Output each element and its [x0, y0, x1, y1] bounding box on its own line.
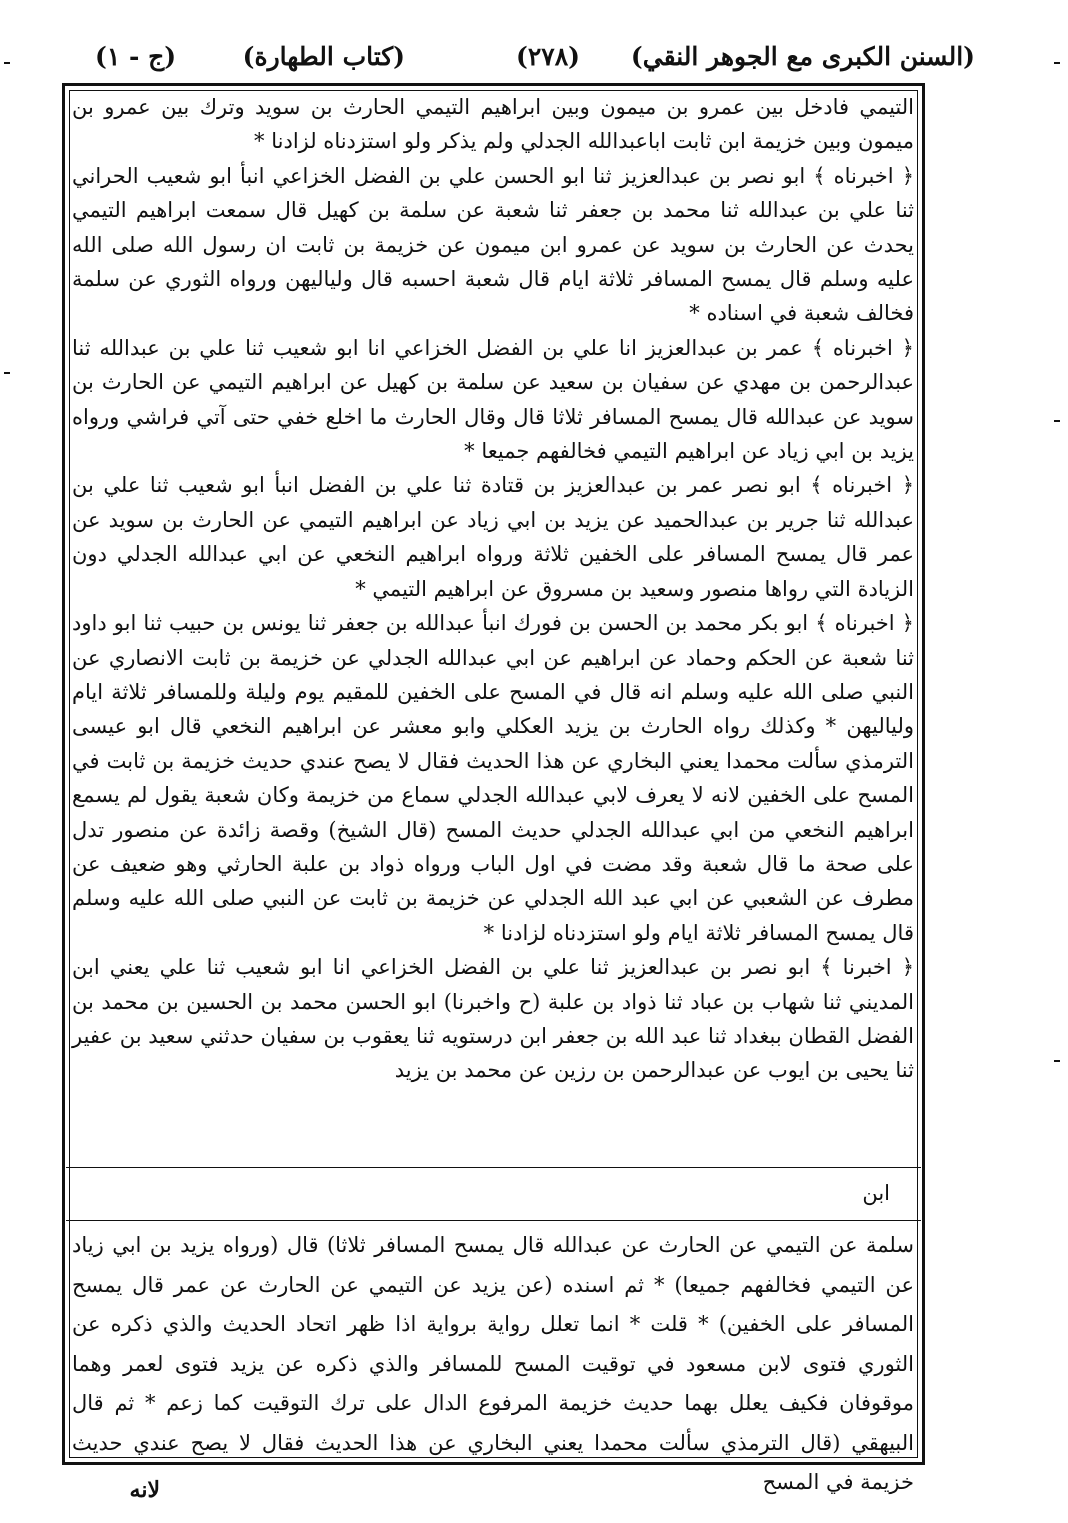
- main-paragraph: ﴿ اخبرنا ﴾ ابو نصر بن عبدالعزيز ثنا علي بن الفضل الخزاعي انا ابو شعيب ثنا علي يعني ابن المديني ثنا شهاب بن عباد ثنا ذواد بن علبة (ح واخبرنا) ابو الحسن محمد بن الحسين بن محمد بن الفضل القطان ببغداد ثنا عبد الله بن جعفر ابن درستويه ثنا يعقوب بن سفيان حدثني سعيد بن عفير ثنا يحيى بن ايوب عن عبدالرحمن بن رزين عن محمد بن يزيد: [72, 955, 914, 1083]
- main-paragraph: التيمي فادخل بين عمرو بن ميمون وبين ابراهيم التيمي الحارث بن سويد وترك بين عمرو بن ميمون وبين خزيمة ابن ثابت اباعبدالله الجدلي ولم يذكر ولو استزدناه لزادنا *: [72, 95, 914, 154]
- margin-mark: [1054, 1060, 1060, 1062]
- header-chapter-title: (كتاب الطهارة): [242, 42, 405, 71]
- main-paragraph: ﴿ اخبرناه ﴾ ابو نصر بن عبدالعزيز ثنا ابو الحسن علي بن الفضل الخزاعي انبأ ابو شعيب الحراني ثنا علي بن عبدالله ثنا محمد بن جعفر ثنا شعبة عن سلمة بن كهيل قال سمعت ابراهيم التيمي يحدث عن الحارث بن سويد عن عمرو ابن ميمون عن خزيمة بن ثابت ان رسول الله صلى الله عليه وسلم قال يمسح المسافر ثلاثة ايام قال شعبة احسبه قال ولياليهن ورواه الثوري عن سلمة فخالف شعبة في اسناده *: [72, 163, 914, 326]
- margin-mark: [1054, 62, 1060, 64]
- main-text: [72, 90, 914, 1088]
- header-volume: (ج - ۱): [95, 42, 177, 71]
- header-book-title: (السنن الكبرى مع الجوهر النقي): [630, 42, 975, 71]
- running-header: [95, 32, 975, 82]
- main-paragraph: ﴿ اخبرناه ﴾ عمر بن عبدالعزيز انا علي بن الفضل الخزاعي انا ابو شعيب ثنا علي بن عبدالله ثنا عبدالرحمن بن مهدي عن سفيان بن سعيد عن سلمة بن كهيل عن ابراهيم التيمي عن الحارث بن سويد عن عبدالله قال يمسح المسافر ثلاثا قال وقال الحارث ما اخلع خفي حتى آتي فراشي ورواه يزيد بن ابي زياد عن ابراهيم التيمي فخالفهم جميعا *: [72, 335, 914, 464]
- separator-rule: [66, 1167, 921, 1168]
- main-paragraph: ﴿ اخبرناه ﴾ ابو بكر محمد بن الحسن بن فورك انبأ عبدالله بن جعفر ثنا يونس بن حبيب ثنا ابو داود ثنا شعبة عن الحكم وحماد عن ابراهيم عن ابي عبدالله الجدلي عن خزيمة بن ثابت الانصاري عن النبي صلى الله عليه وسلم انه قال في المسح على الخفين للمقيم يوم وليلة وللمسافر ثلاثة ايام ولياليهن * وكذلك رواه الحارث بن يزيد العكلي وابو معشر عن ابراهيم النخعي قال ابو عيسى الترمذي سألت محمدا يعني البخاري عن هذا الحديث فقال لا يصح عندي حديث خزيمة بن ثابت في المسح على الخفين لانه لا يعرف لابي عبدالله الجدلي سماع من خزيمة وكان شعبة يقول لم يسمع ابراهيم النخعي من ابي عبدالله الجدلي حديث المسح (قال الشيخ) وقصة زائدة عن منصور تدل على صحة ما قال شعبة وقد مضت في اول الباب ورواه ذواد بن علبة الحارثي وهو ضعيف عن مطرف عن الشعبي عن ابي عبد الله الجدلي عن خزيمة بن ثابت عن النبي صلى الله عليه وسلم قال يمسح المسافر ثلاثة ايام ولو استزدناه لزادنا *: [72, 611, 914, 945]
- margin-mark: [4, 62, 10, 64]
- margin-mark: [4, 372, 10, 374]
- notes-separator-rule: [66, 1220, 921, 1221]
- margin-mark: [1054, 420, 1060, 422]
- main-paragraph: ﴿ اخبرناه ﴾ ابو نصر عمر بن عبدالعزيز بن قتادة ثنا علي بن الفضل انبأ ابو شعيب ثنا علي بن عبدالله ثنا جرير بن عبدالحميد عن يزيد بن ابي زياد عن ابراهيم التيمي عن الحارث بن سويد عن عمر قال يمسح المسافر على الخفين ثلاثة ورواه ابراهيم النخعي عن ابي عبدالله الجدلي دون الزيادة التي رواها منصور وسعيد بن مسروق عن ابراهيم التيمي *: [72, 473, 914, 601]
- bottom-catchword: لانه: [129, 1477, 160, 1503]
- commentary-notes: [72, 1226, 914, 1503]
- main-catchword: ابن: [862, 1181, 890, 1205]
- notes-paragraph: سلمة عن التيمي عن الحارث عن عبدالله قال يمسح المسافر ثلاثا) قال (ورواه يزيد بن ابي زياد عن التيمي فخالفهم جميعا) * ثم اسنده (عن يزيد عن التيمي عن الحارث عن عمر قال يمسح المسافر على الخفين) * قلت * انما تعلل رواية برواية اذا ظهر اتحاد الحديث والذي ذكره عن الثوري فتوى لابن مسعود في توقيت المسح للمسافر والذي ذكره عن يزيد فتوى لعمر وهما موقوفان فكيف يعلل بهما حديث خزيمة المرفوع الدال على ترك التوقيت كما زعم * ثم قال البيهقي (قال الترمذي سألت محمدا يعني البخاري عن هذا الحديث فقال لا يصح عندي حديث خزيمة في المسح: [72, 1233, 914, 1494]
- header-page-number: (۲۷۸): [516, 42, 580, 71]
